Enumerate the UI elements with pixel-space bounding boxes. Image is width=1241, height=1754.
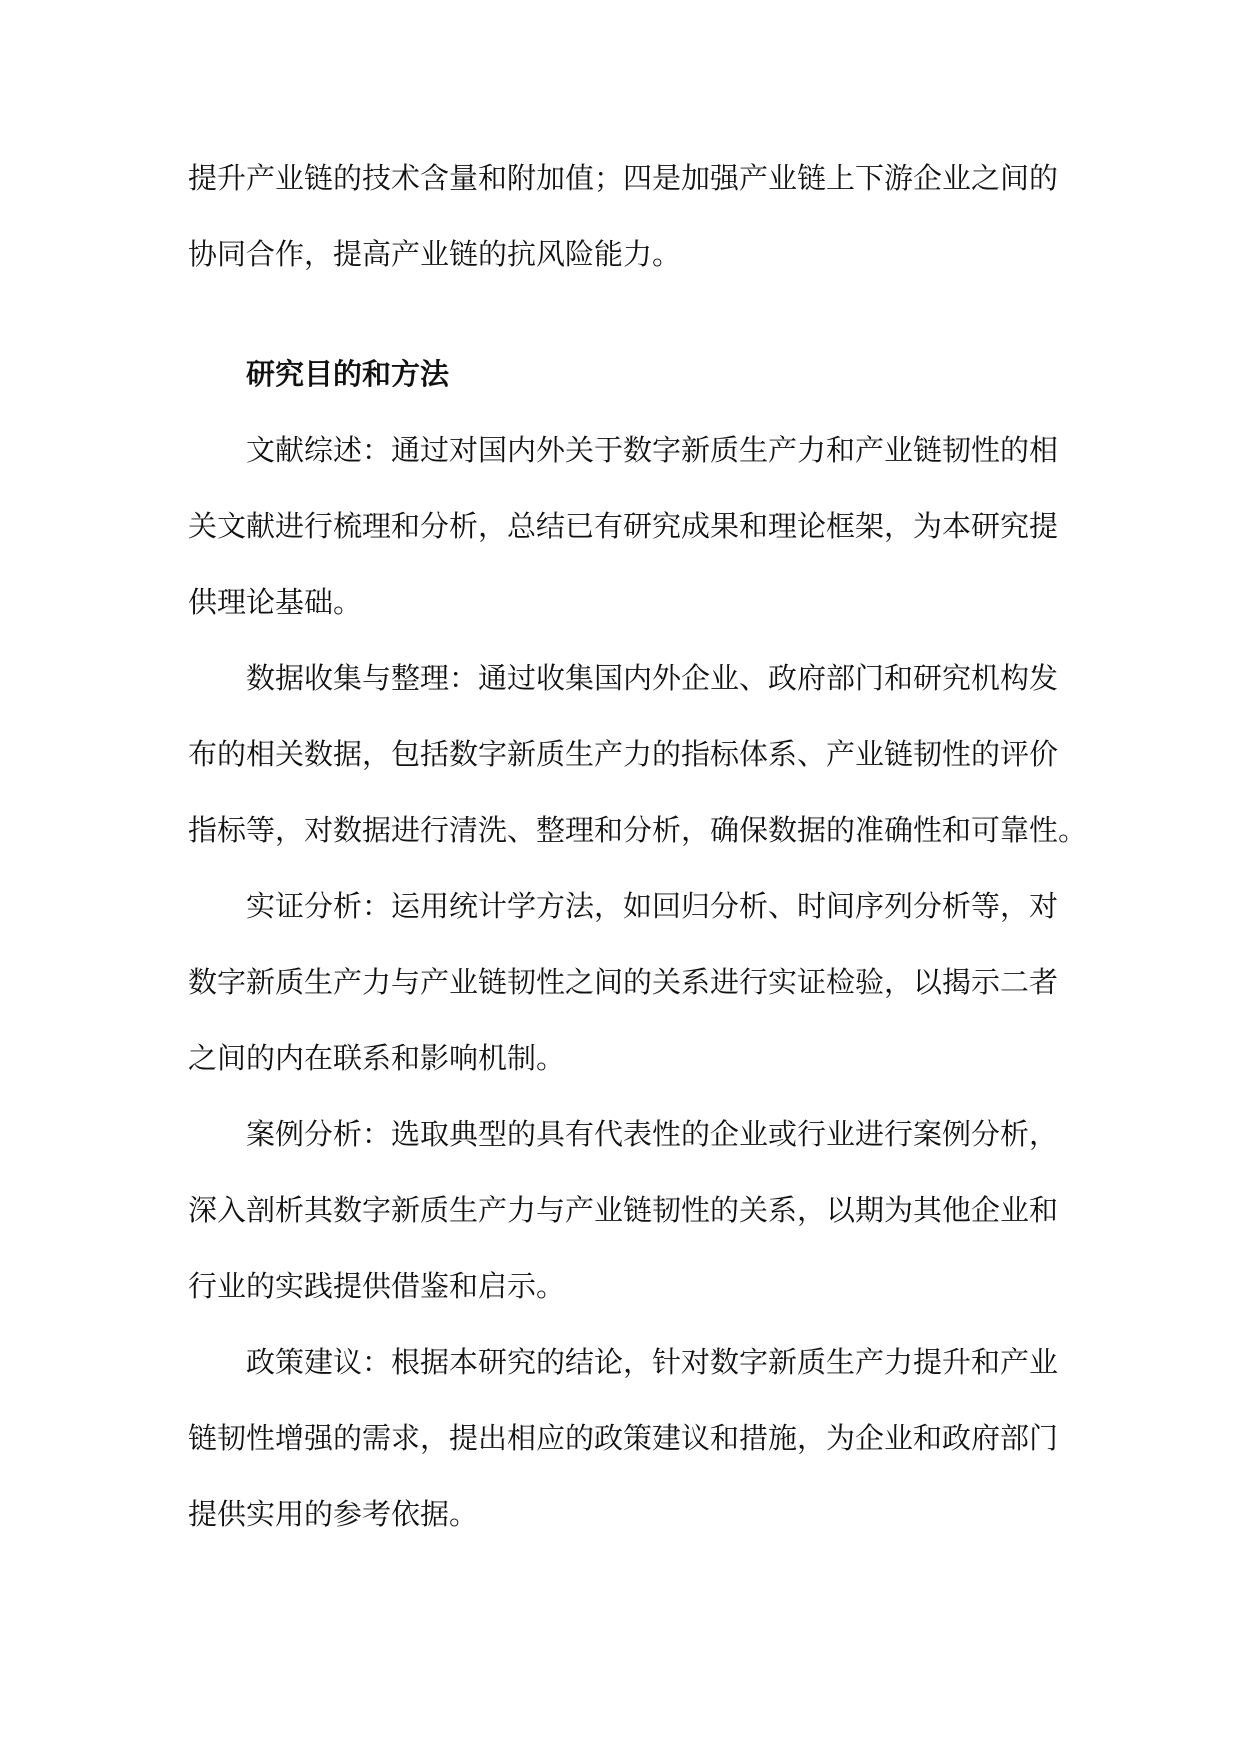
text-line: 数字新质生产力与产业链韧性之间的关系进行实证检验，以揭示二者 (188, 965, 1059, 999)
text-line: 深入剖析其数字新质生产力与产业链韧性的关系，以期为其他企业和 (188, 1193, 1059, 1227)
text-line: 提升产业链的技术含量和附加值；四是加强产业链上下游企业之间的 (188, 161, 1059, 195)
document-body (188, 140, 1088, 1552)
text-line: 行业的实践提供借鉴和启示。 (188, 1269, 566, 1303)
text-line: 提供实用的参考依据。 (188, 1497, 479, 1531)
paragraph-empirical-analysis (188, 868, 1068, 1096)
text-line: 政策建议：根据本研究的结论，针对数字新质生产力提升和产业 (246, 1345, 1059, 1379)
paragraph-policy-suggestions (188, 1324, 1068, 1552)
text-line: 案例分析：选取典型的具有代表性的企业或行业进行案例分析， (246, 1117, 1059, 1151)
text-line: 布的相关数据，包括数字新质生产力的指标体系、产业链韧性的评价 (188, 737, 1059, 771)
text-line: 链韧性增强的需求，提出相应的政策建议和措施，为企业和政府部门 (188, 1421, 1059, 1455)
intro-paragraph (188, 140, 1068, 292)
paragraph-data-collection (188, 640, 1088, 868)
text-line: 供理论基础。 (188, 585, 363, 619)
text-line: 之间的内在联系和影响机制。 (188, 1041, 566, 1075)
section-heading: 研究目的和方法 (246, 357, 450, 391)
text-line: 指标等，对数据进行清洗、整理和分析，确保数据的准确性和可靠性。 (188, 813, 1088, 847)
paragraph-case-analysis (188, 1096, 1068, 1324)
section-spacer (188, 292, 1068, 336)
text-line: 协同合作，提高产业链的抗风险能力。 (188, 237, 682, 271)
text-line: 实证分析：运用统计学方法，如回归分析、时间序列分析等，对 (246, 889, 1059, 923)
paragraph-literature-review (188, 412, 1068, 640)
text-line: 关文献进行梳理和分析，总结已有研究成果和理论框架，为本研究提 (188, 509, 1059, 543)
text-line: 数据收集与整理：通过收集国内外企业、政府部门和研究机构发 (246, 661, 1059, 695)
text-line: 文献综述：通过对国内外关于数字新质生产力和产业链韧性的相 (246, 433, 1059, 467)
